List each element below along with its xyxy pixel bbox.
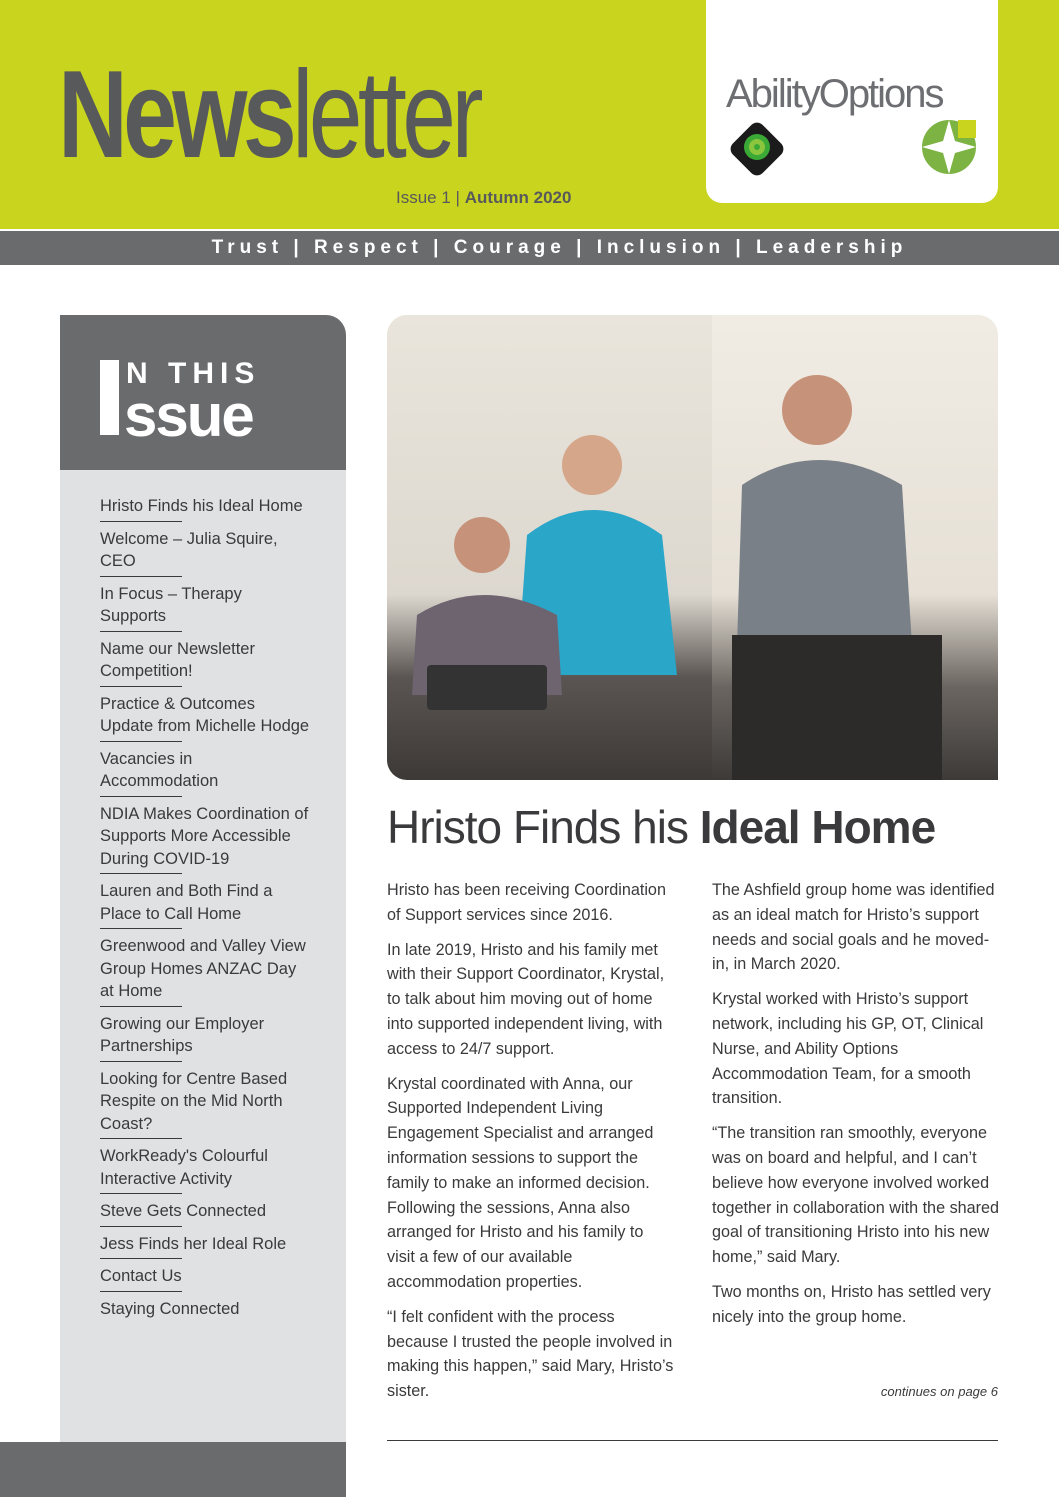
heading-big: ssue (124, 382, 253, 449)
photo-people-illustration (387, 315, 712, 780)
masthead (0, 0, 1059, 229)
contents-item[interactable]: WorkReady's Colourful Interactive Activity (100, 1145, 310, 1194)
article-paragraph: Krystal worked with Hristo’s support network, including his GP, OT, Clinical Nurse, and Ability Options Accommodation Team, for a smooth transition. (712, 990, 984, 1108)
issue-number: Issue 1 (396, 188, 451, 207)
in-this-issue-sidebar (60, 315, 346, 1445)
contents-item[interactable]: Greenwood and Valley View Group Homes ANZAC Day at Home (100, 935, 310, 1007)
contents-item[interactable]: Practice & Outcomes Update from Michelle Hodge (100, 693, 310, 742)
article-column-2 (712, 878, 1000, 1340)
contents-item[interactable]: Jess Finds her Ideal Role (100, 1233, 310, 1260)
values-band: Trust | Respect | Courage | Inclusion | Leadership (0, 231, 1059, 265)
ability-options-star-icon (920, 118, 978, 176)
photo-hristo-with-coordinator (387, 315, 712, 780)
indigenous-emblem-icon (726, 118, 788, 180)
contents-item[interactable]: Hristo Finds his Ideal Home (100, 495, 310, 522)
contents-item[interactable]: Looking for Centre Based Respite on the Mid North Coast? (100, 1068, 310, 1140)
ability-options-logo (706, 0, 998, 203)
article-column-1 (387, 878, 675, 1414)
title-light-part: Hristo Finds his (387, 801, 700, 853)
heading-letter-i (100, 360, 119, 435)
article-paragraph: The Ashfield group home was identified as an ideal match for Hristo’s support needs and social goals and he moved-in, in March 2020. (712, 881, 995, 974)
contents-item[interactable]: Welcome – Julia Squire, CEO (100, 528, 310, 577)
photo-person-illustration (712, 315, 998, 780)
continues-note: continues on page 6 (880, 1384, 998, 1399)
contents-item[interactable]: Staying Connected (100, 1299, 240, 1318)
contents-item[interactable]: Steve Gets Connected (100, 1200, 310, 1227)
divider (387, 1440, 998, 1441)
heading-small: N THIS (126, 357, 261, 390)
issue-season: Autumn 2020 (464, 188, 572, 207)
article-photos (387, 315, 998, 780)
article-paragraph: Two months on, Hristo has settled very nicely into the group home. (712, 1282, 991, 1326)
article-paragraph: Hristo has been receiving Coordination of Support services since 2016. (387, 881, 666, 924)
title-light: letter (291, 46, 479, 184)
issue-line (396, 188, 571, 208)
contents-item[interactable]: Growing our Employer Partnerships (100, 1013, 310, 1062)
title-bold: News (58, 46, 292, 184)
contents-list (100, 495, 310, 1330)
article-paragraph: Krystal coordinated with Anna, our Supported Independent Living Engagement Specialist and arranged information sessions to support the family to make an informed decision. Following the sessions, Anna also arranged for Hristo and his family to visit a few of our available accommodation properties. (387, 1074, 654, 1291)
contents-item[interactable]: In Focus – Therapy Supports (100, 583, 310, 632)
article-title (387, 800, 935, 854)
photo-hristo-in-wheelchair (712, 315, 998, 780)
contents-item[interactable]: Vacancies in Accommodation (100, 748, 310, 797)
contents-item[interactable]: Name our Newsletter Competition! (100, 638, 310, 687)
issue-separator: | (455, 188, 460, 207)
sidebar-heading (60, 315, 346, 470)
article-paragraph: In late 2019, Hristo and his family met with their Support Coordinator, Krystal, to talk about him moving out of home into supported independent living, with access to 24/7 support. (387, 940, 665, 1058)
contents-item[interactable]: NDIA Makes Coordination of Supports More Accessible During COVID-19 (100, 803, 310, 875)
footer-bar (0, 1442, 346, 1497)
article-paragraph: “I felt confident with the process because I trusted the people involved in making this happen,” said Mary, Hristo’s sister. (387, 1307, 674, 1401)
logo-text: AbilityOptions (726, 72, 943, 116)
contents-item[interactable]: Contact Us (100, 1265, 310, 1292)
newsletter-title (58, 40, 479, 190)
contents-item[interactable]: Lauren and Both Find a Place to Call Home (100, 880, 310, 929)
article-paragraph: “The transition ran smoothly, everyone was on board and helpful, and I can’t believe how everyone involved worked together in collaboration with the shared goal of transitioning Hristo into his new home,” said Mary. (712, 1124, 1000, 1267)
title-bold-part: Ideal Home (699, 801, 936, 853)
